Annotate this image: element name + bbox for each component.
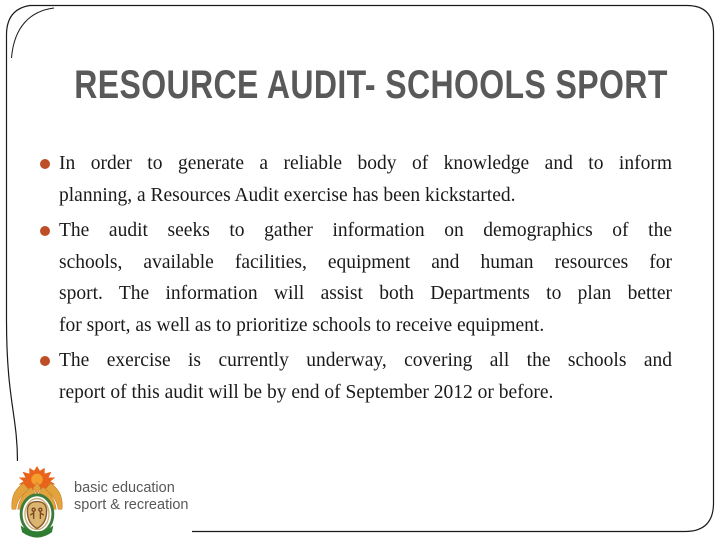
bullet-text-line: for sport, as well as to prioritize schools to receive equipment.: [59, 314, 545, 336]
bullet-text-line: The audit seeks to gather information on demographics of the: [59, 220, 672, 241]
bullet-item: [40, 215, 672, 341]
bullet-list: [40, 148, 672, 412]
footer-logo-line2: sport & recreation: [74, 497, 189, 513]
bullet-item: [40, 345, 672, 408]
footer-logo-text: [74, 480, 188, 514]
footer-logo-line1: basic education: [74, 480, 175, 496]
bullet-text-line: sport. The information will assist both Departments to plan better: [59, 283, 672, 304]
bullet-item: [40, 148, 672, 211]
bullet-text-line: The exercise is currently underway, covering all the schools and: [59, 350, 672, 371]
page-title-text: RESOURCE AUDIT- SCHOOLS SPORT: [74, 63, 668, 107]
bullet-icon: [40, 226, 50, 236]
bullet-text-line: report of this audit will be by end of September 2012 or before.: [59, 381, 554, 403]
bullet-text-line: In order to generate a reliable body of knowledge and to inform: [59, 153, 672, 174]
bullet-icon: [40, 356, 50, 366]
bullet-text-line: schools, available facilities, equipment and human resources for: [59, 251, 672, 273]
footer-logo: [0, 461, 192, 540]
south-africa-coat-of-arms-icon: [8, 465, 66, 540]
bullet-icon: [40, 159, 50, 169]
bullet-text-line: planning, a Resources Audit exercise has been kickstarted.: [59, 184, 516, 206]
page-title: [0, 63, 720, 107]
